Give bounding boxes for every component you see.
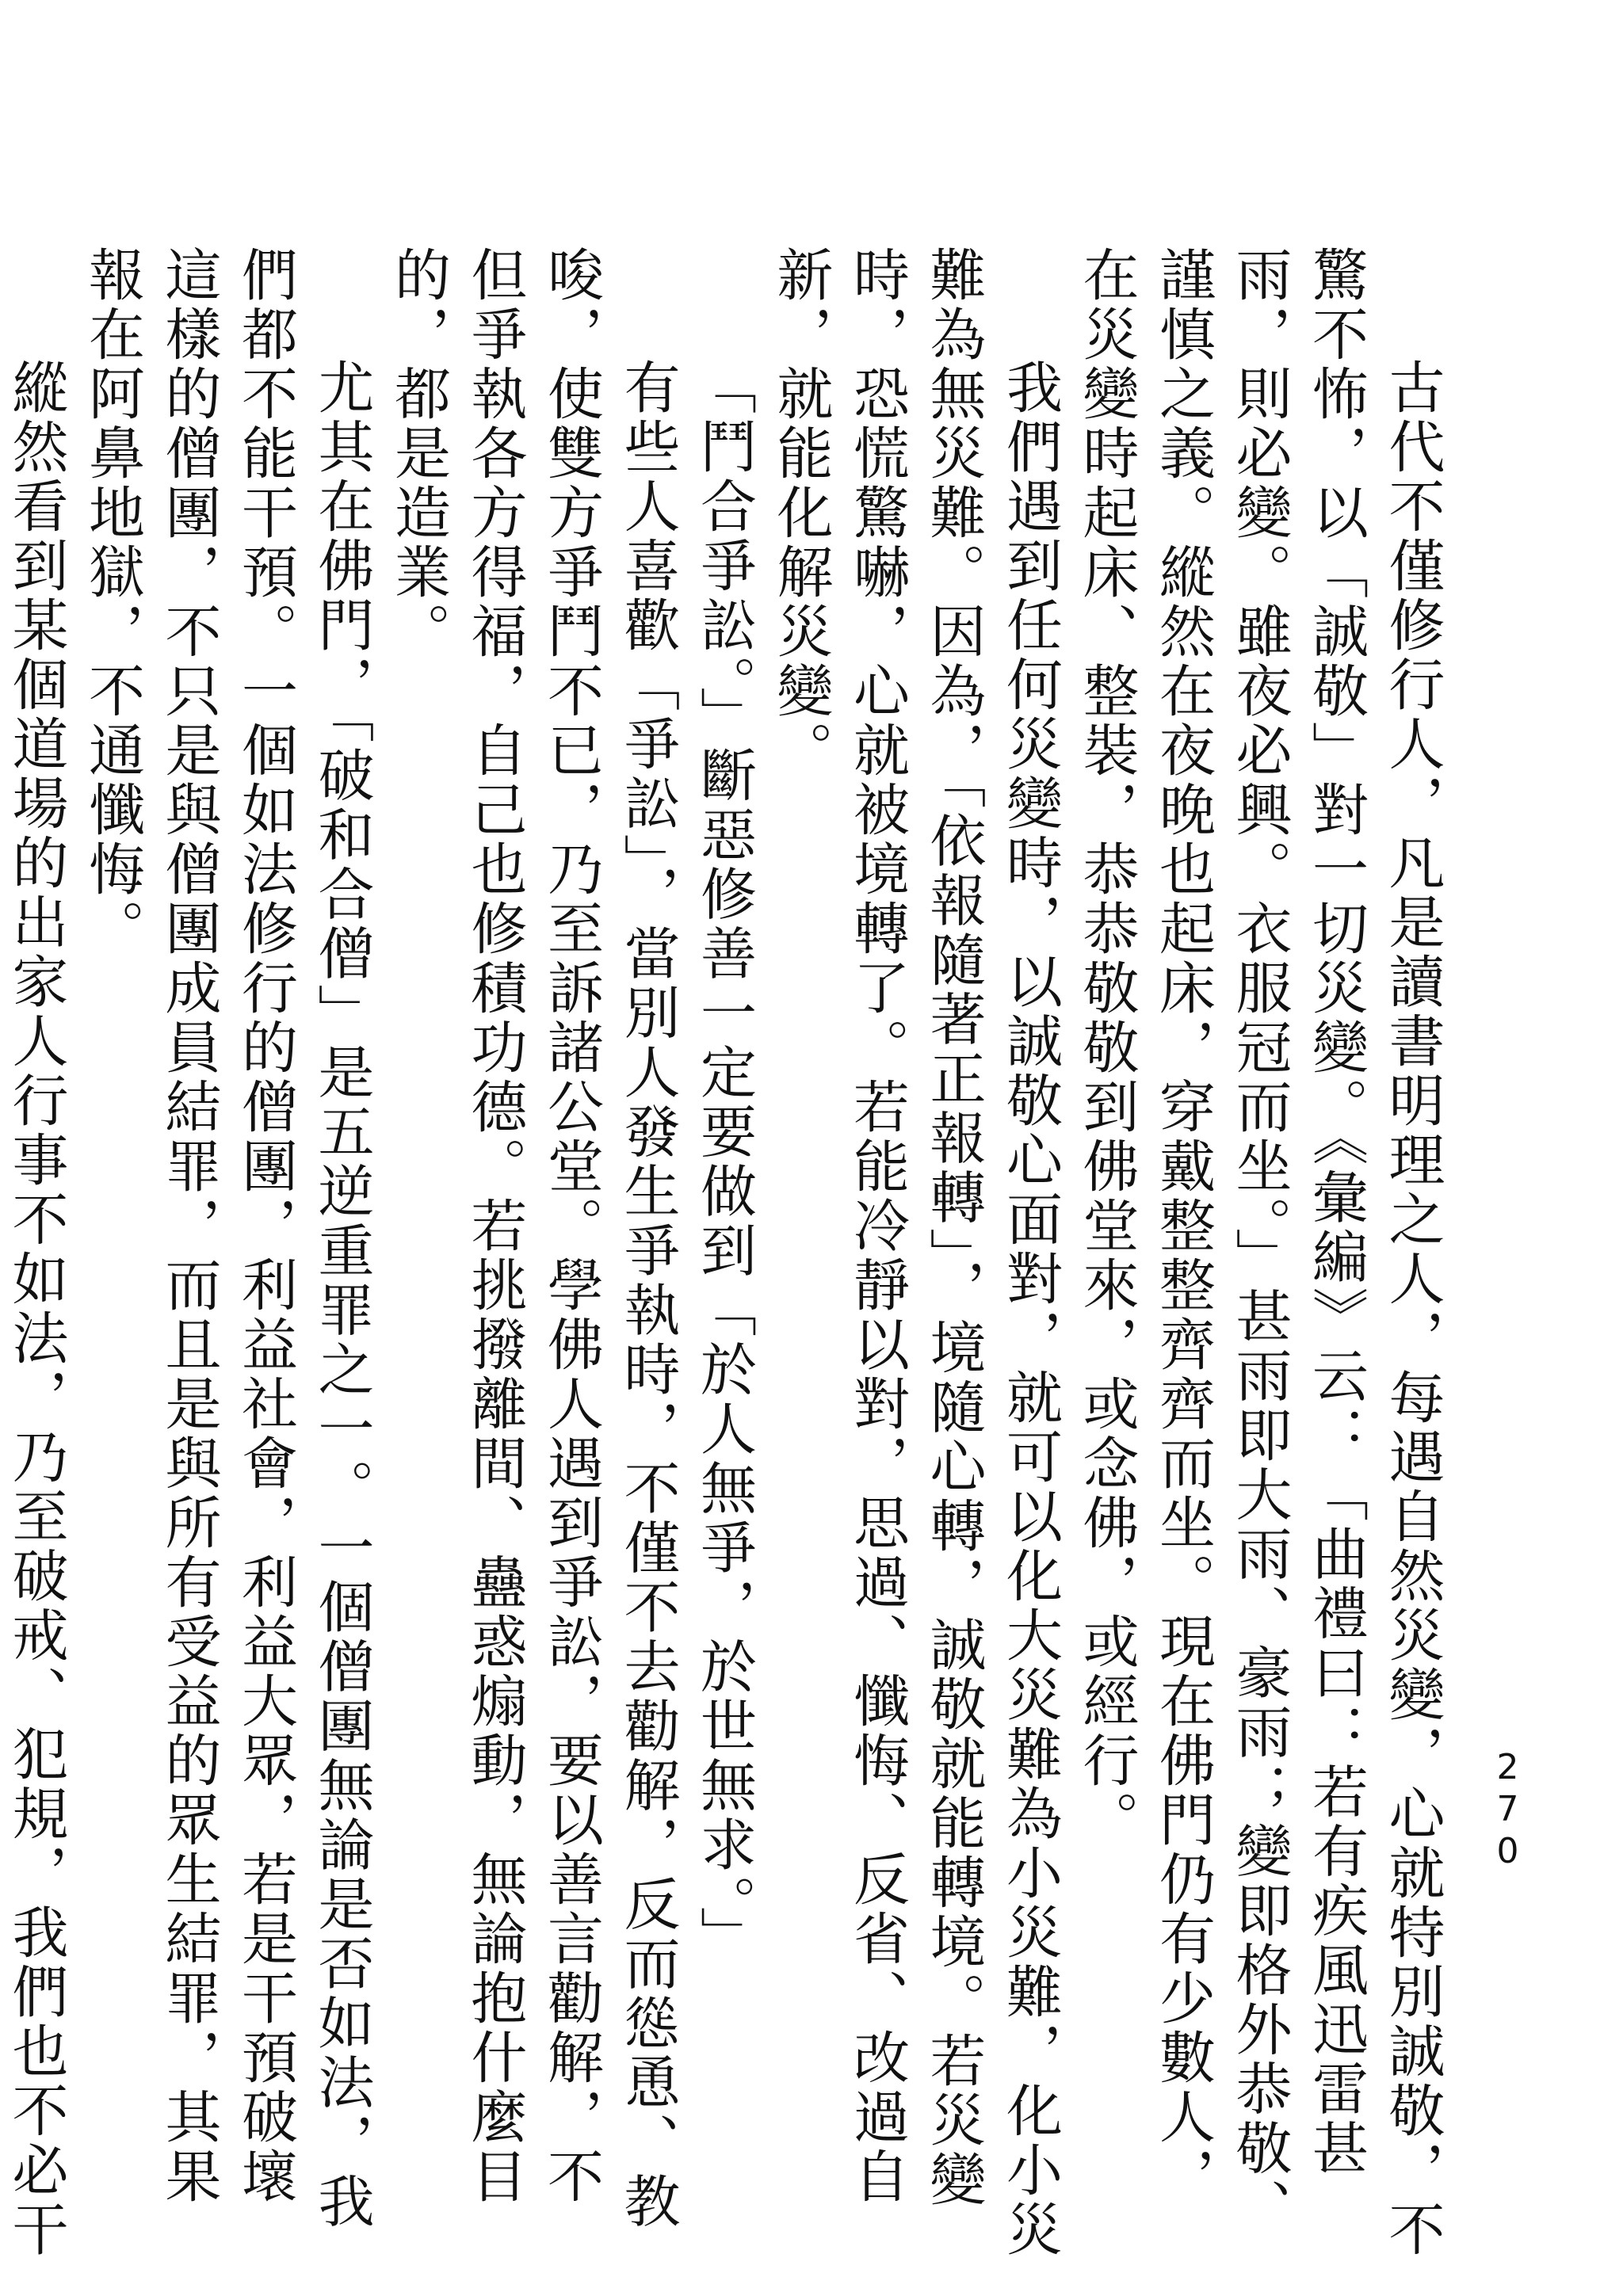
paragraph-4: 有些人喜歡「爭訟」，當別人發生爭執時，不僅不去勸解，反而慫恿、教唆，使雙方爭鬥不已，乃至訴諸公堂。學佛人遇到爭訟，要以善言勸解，不但爭執各方得福，自己也修積功德。若挑撥離間、蠱惑煽動，無論抱什麼目的，都是造業。 — [385, 246, 681, 2232]
paragraph-1: 古代不僅修行人，凡是讀書明理之人，每遇自然災變，心就特別誠敬，不驚不怖，以「誠敬」對一切災變。《彙編》云：「曲禮曰：若有疾風迅雷甚雨，則必變。雖夜必興。衣服冠而坐。」甚雨即大雨、豪雨；變即格外恭敬、謹慎之義。縱然在夜晚也起床，穿戴整整齊齊而坐。現在佛門仍有少數人，在災變時起床、整裝，恭恭敬敬到佛堂來，或念佛，或經行。 — [1074, 246, 1445, 2260]
body-text — [3, 246, 1450, 2262]
paragraph-5: 尤其在佛門，「破和合僧」是五逆重罪之一。一個僧團無論是否如法，我們都不能干預。一個如法修行的僧團，利益社會，利益大眾，若是干預破壞這樣的僧團，不只是與僧團成員結罪，而且是與所有受益的眾生結罪，其果報在阿鼻地獄，不通懺悔。 — [79, 246, 375, 2232]
paragraph-6: 縱然看到某個道場的出家人行事不如法，乃至破戒、犯規，我們也不必干 — [3, 358, 69, 2260]
page-number: 270 — [1487, 1747, 1528, 1873]
paragraph-3: 「鬥合爭訟。」斷惡修善一定要做到「於人無爭，於世無求。」 — [691, 358, 758, 1966]
paragraph-2: 我們遇到任何災變時，以誠敬心面對，就可以化大災難為小災難，化小災難為無災難。因為，「依報隨著正報轉」，境隨心轉，誠敬就能轉境。若災變時，恐慌驚嚇，心就被境轉了。若能冷靜以對，思過、懺悔、反省、改過自新，就能化解災變。 — [768, 246, 1064, 2260]
